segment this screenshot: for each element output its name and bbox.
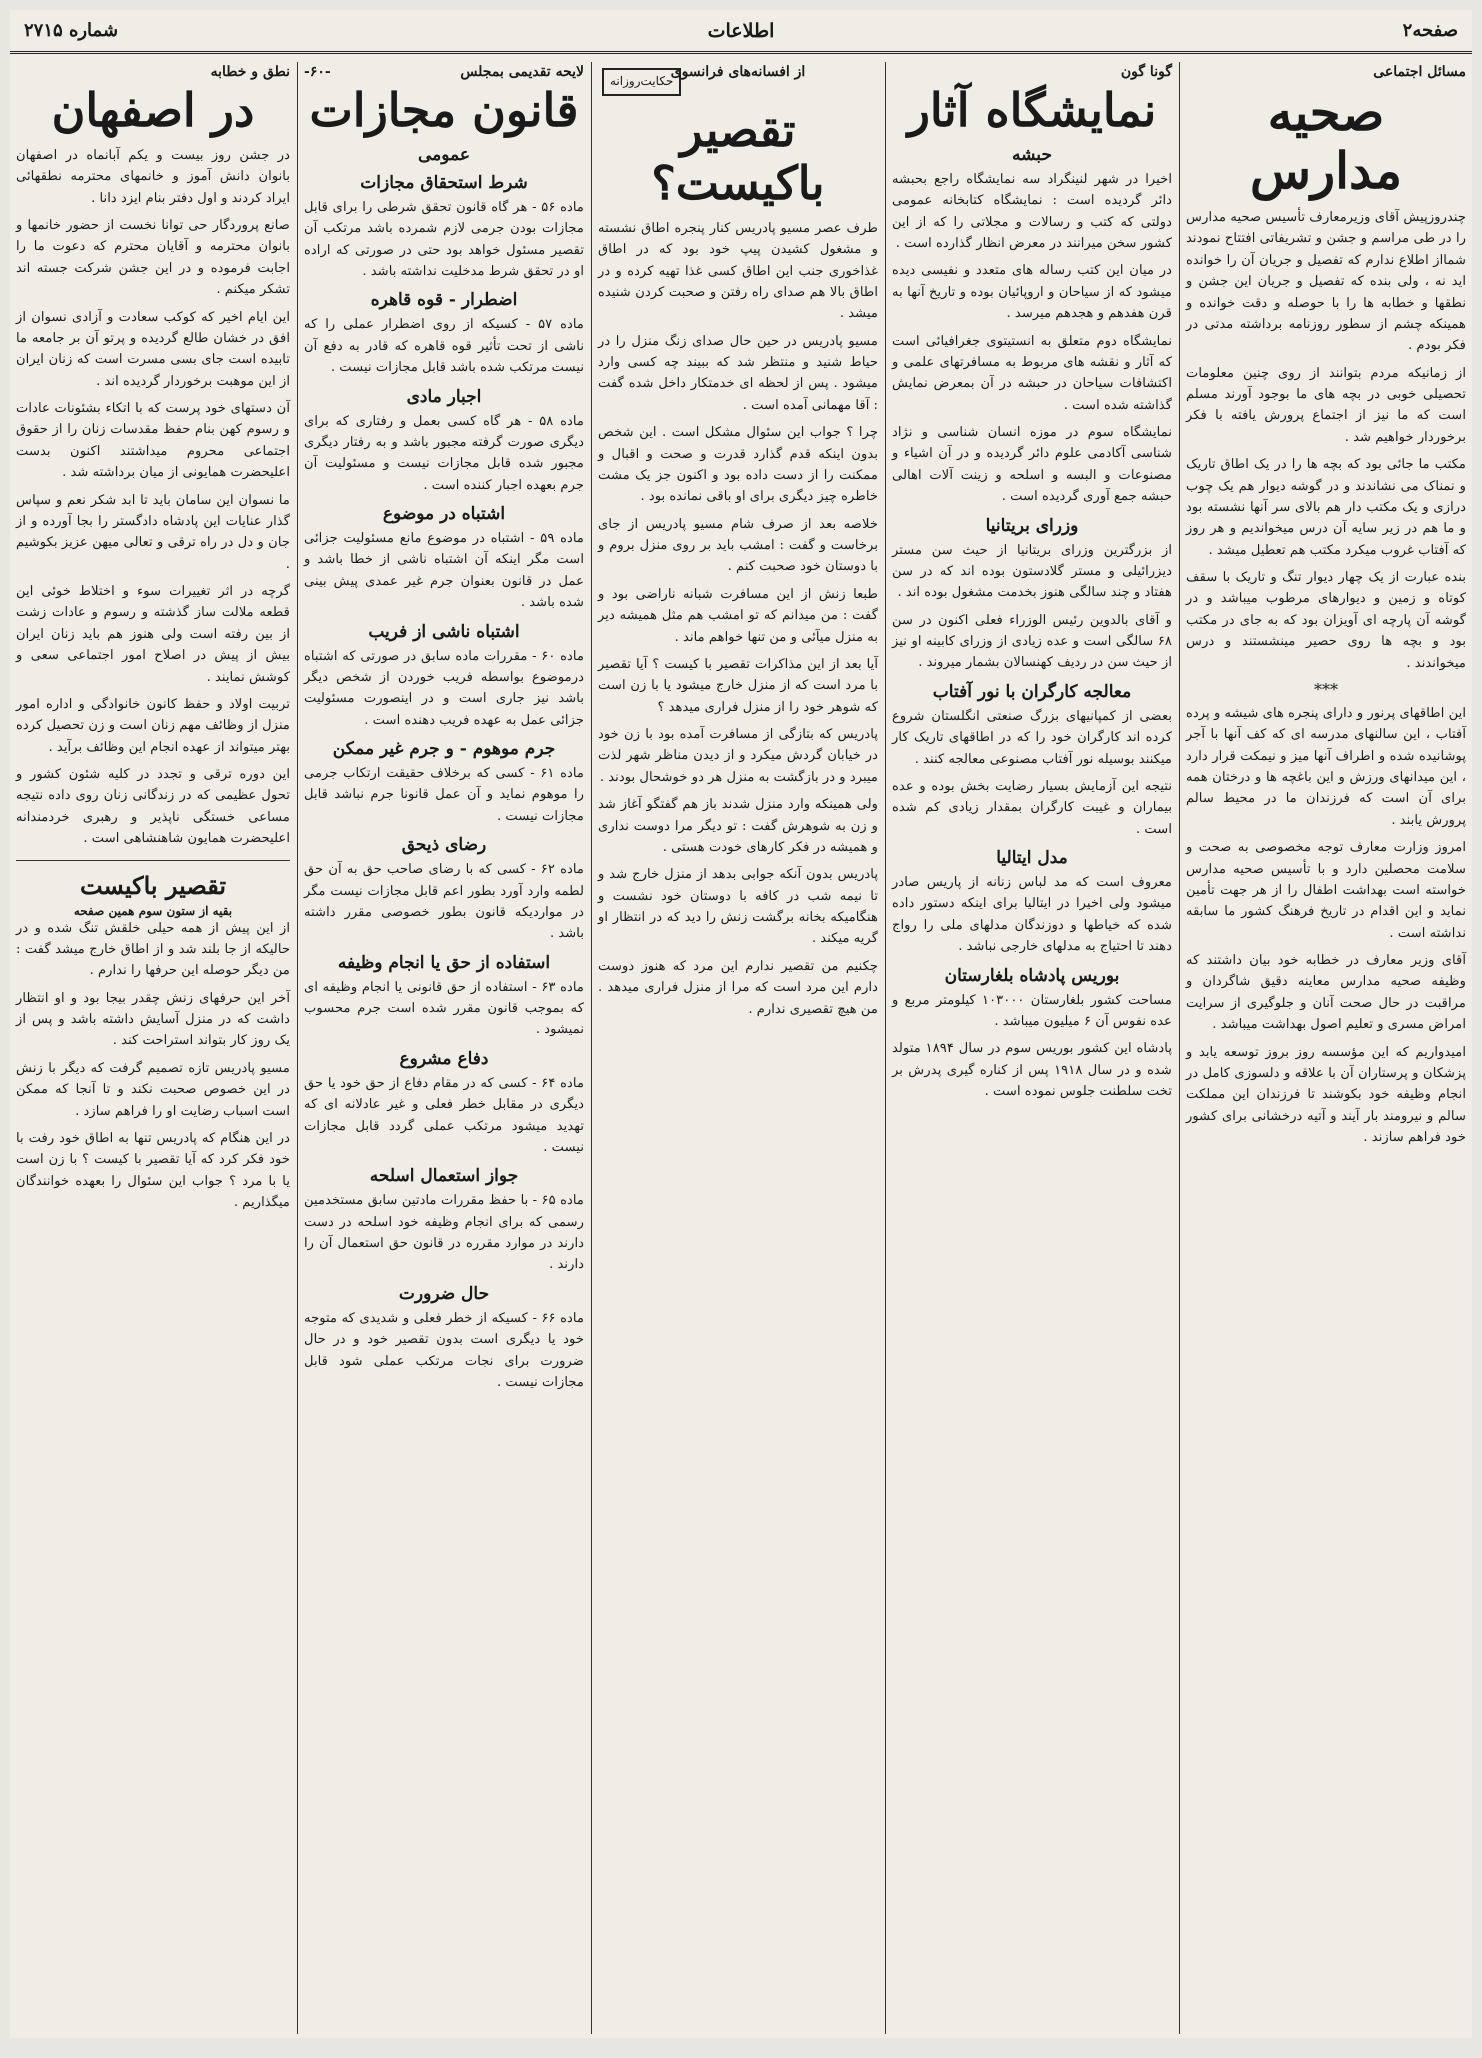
- law-section-text: ماده ۶۲ - کسی که با رضای صاحب حق به آن حق لطمه وارد آورد بطور اعم قابل مجازات نیست مگر در مواردیکه قانون بطور خصوصی مقرر داشته باشد .: [304, 862, 584, 942]
- law-section-title: رضای ذیحق: [401, 835, 487, 856]
- law-section-title: جواز استعمال اسلحه: [369, 1166, 519, 1187]
- column-story: [592, 62, 884, 2034]
- col1-paragraph: این اطاقهای پرنور و دارای پنجره های شیشه و پرده آفتاب ، این سالنهای مدرسه ای که کف آنها با آجر پوشانیده شده و اطراف آنها میز و نیمکت قرار دارد ، این میدانهای ورزش و این باغچه ها و درختان همه برای آن است که فرزندان ما در محیط سالم پرورش یابند .: [1186, 705, 1466, 828]
- col4-headline: قانون مجازات: [309, 83, 579, 137]
- col2-paragraph: معروف است که مد لباس زنانه از پاریس صادر میشود ولی اخیرا در ایتالیا برای اینکه دستور داده شده که خیاطها و دوزندگان مدلهای ملی را رواج دهند تا احتیاج به مدلهای خارجی نباشد .: [892, 875, 1172, 955]
- law-section-text: ماده ۵۹ - اشتباه در موضوع مانع مسئولیت جزائی است مگر اینکه آن اشتباه ناشی از خطا باشد و عمل در قانون بعنوان جرم غیر عمدی پیش بینی شده باشد .: [304, 531, 584, 611]
- col5-paragraph: در این هنگام که پادریس تنها به اطاق خود رفت با خود فکر کرد که آیا تقصیر با کیست ؟ با زن است یا با مرد ؟ جواب این سئوال را بعهده خوانندگان میگذاریم .: [16, 1130, 290, 1211]
- column-rule: [885, 62, 886, 2034]
- law-section-text: ماده ۶۰ - مقررات ماده سابق در صورتی که اشتباه درموضوع بواسطه فریب خوردن از شخص دیگر باشد نیز جاری است و در اینصورت مسئولیت جزائی عمل به عهده فریب دهنده است .: [304, 648, 585, 728]
- col1-paragraph: مکتب ما جائی بود که بچه ها را در یک اطاق تاریک و نمناک می نشاندند و در گوشه دیوار هم یک چوب درازی و یک مکتب دار هم بالای سر آنها نشسته بود و ما هم در زیر سایه آن درس میخواندیم و هر روز که آفتاب غروب میکرد مکتب هم تعطیل میشد .: [1186, 457, 1466, 558]
- law-section-title: حال ضرورت: [398, 1283, 490, 1304]
- col3-paragraph: طرف عصر مسیو پادریس کنار پنجره اطاق نشسته و مشغول کشیدن پیپ خود بود که در اطاق غذاخوری جنب این اطاق کسی غذا تهیه کرده و در اطاق بالا هم صدای راه رفتن و صحبت کردن شنیده میشد .: [598, 220, 878, 322]
- col1-paragraph: از زمانیکه مردم بتوانند از روی چنین معلومات تحصیلی خوبی در بچه های ما بوجود آورند مسلم است که ما نیز از اجتماع پرورش یافته با فکر برخوردار خواهیم شد .: [1186, 365, 1466, 445]
- col5-kicker: نطق و خطابه: [210, 64, 290, 80]
- col4-page-number: -۶۰-: [304, 64, 331, 80]
- col2-paragraph: بعضی از کمپانیهای بزرگ صنعتی انگلستان شروع کرده اند کارگران خود را که در اطاقهای تاریک کار میکنند بوسیله نور آفتاب مصنوعی معالجه کنند .: [892, 708, 1172, 767]
- col2-paragraph: و آقای بالدوین رئیس الوزراء فعلی اکنون در سن ۶۸ سالگی است و عده زیادی از وزرای کابینه او نیز از حیث سن در ردیف کهنسالان بشمار میروند .: [892, 612, 1172, 671]
- law-section-title: اجبار مادی: [406, 386, 482, 407]
- issue-number: شماره ۲۷۱۵: [24, 20, 119, 41]
- col5-continuation-note: بقیه از ستون سوم همین صفحه: [73, 903, 233, 918]
- col5-paragraph: گرچه در اثر تغییرات سوء و اختلاط خوئی این قطعه ملالت ساز گذشته و رسوم و عادات زشت از بین رفته است ولی هنوز هم باید زنان ایران بیش از پیش در اصلاح امور اجتماعی سعی و کوشش نمایند .: [16, 584, 290, 685]
- masthead: [10, 10, 1472, 54]
- law-section-text: ماده ۶۵ - با حفظ مقررات مادتین سابق مستخدمین رسمی که برای انجام وظیفه خود اسلحه در دست دارند در موارد مقرره در قانون حق استعمال آن را دارند .: [304, 1193, 584, 1273]
- col3-paragraph: پادریس که بتازگی از مسافرت آمده بود با زن خود در خیابان گردش میکرد و از دیدن مناظر شهر لذت میبرد و در بازگشت به منزل هر دو خوشحال بودند .: [598, 727, 878, 785]
- col2-kicker: گونا گون: [1120, 64, 1172, 80]
- col1-headline: صحیه مدارس: [1249, 83, 1403, 200]
- col3-paragraph: پادریس بدون آنکه جوابی بدهد از منزل خارج شد و تا نیمه شب در کافه با دوستان خود نشست و هنگامیکه بخانه برگشت زنش را دید که در انتظار او گریه میکند .: [598, 867, 878, 947]
- col2-subhead: وزرای بریتانیا: [985, 515, 1079, 536]
- law-section-text: ماده ۶۳ - استفاده از حق قانونی یا انجام وظیفه ای که بموجب قانون مقرر شده است جرم محسوب نمیشود .: [304, 979, 584, 1038]
- col4-subhead: عمومی: [417, 144, 471, 165]
- law-section-title: اضطرار - قوه قاهره: [370, 290, 518, 311]
- col4-kicker: لایحه تقدیمی بمجلس: [460, 64, 584, 80]
- daily-story-box: حکایت‌روزانه: [602, 68, 681, 96]
- col2-subhead: مدل ایتالیا: [996, 848, 1068, 869]
- col2-paragraph: نمایشگاه دوم متعلق به انستیتوی جغرافیائی است که آثار و نقشه های مربوط به مسافرتهای علمی و اکتشافات سیاحان در حبشه در آن بمعرض نمایش گذاشته شده است .: [892, 333, 1172, 413]
- law-section-title: جرم موهوم - و جرم غیر ممکن: [332, 739, 556, 760]
- law-section-text: ماده ۵۷ - کسیکه از روی اضطرار عملی را که ناشی از تحت تأثیر قوه قاهره که قادر به دفع آن نیست مرتکب شده باشد قابل مجازات نیست .: [304, 317, 584, 376]
- col5-paragraph: صانع پروردگار حی توانا نخست از حضور خانمها و بانوان محترمه و آقایان محترم که دعوت ما را اجابت فرموده و در این جشن شرکت جسته اند تشکر میکنم .: [16, 218, 290, 298]
- col2-subhead: بوریس پادشاه بلغارستان: [944, 965, 1120, 986]
- law-section-title: شرط استحقاق مجازات: [360, 172, 528, 193]
- col1-paragraph: آقای وزیر معارف در خطابه خود بیان داشتند که وظیفه صحیه مدارس معاینه دقیق شاگردان و مراقبت در حال صحت آنان و جلوگیری از سرایت امراض مسری و تعلیم اصول بهداشت میباشد .: [1186, 953, 1466, 1033]
- col2-paragraph: در میان این کتب رساله های متعدد و نفیسی دیده میشود که از سیاحان و اروپائیان بوده و تاریخ آنها به قرن هفدهم و هجدهم میرسد .: [892, 263, 1172, 322]
- col1-paragraph: امیدواریم که این مؤسسه روز بروز توسعه یابد و پزشکان و پرستاران آن با علاقه و دلسوزی کامل در انجام وظیفه خود بکوشند تا فرزندان این مملکت سالم و نیرومند بار آیند و آتیه درخشانی برای کشور خود فراهم سازند .: [1186, 1044, 1466, 1145]
- col3-paragraph: چکنیم من تقصیر ندارم این مرد که هنوز دوست دارم این مرد است که مرا از منزل فراری میدهد . من هیچ تقصیری ندارم .: [598, 958, 878, 1017]
- section-divider: [16, 860, 290, 861]
- law-section-text: ماده ۶۴ - کسی که در مقام دفاع از حق خود یا حق دیگری در مقابل خطر فعلی و غیر عادلانه ای که تهدید میشود مرتکب عملی گردد قابل مجازات نیست .: [304, 1075, 585, 1155]
- col5-paragraph: در جشن روز بیست و یکم آبانماه در اصفهان بانوان دانش آموز و خانمهای محترمه نطقهائی ایراد کردند و اول دفتر بنام ایزد دانا .: [16, 147, 290, 206]
- col3-paragraph: خلاصه بعد از صرف شام مسیو پادریس از جای برخاست و گفت : امشب باید بر روی منزل بروم و با دوستان خود صحبت کنم .: [598, 516, 878, 575]
- column-school-health: [1180, 62, 1472, 2034]
- col5-paragraph: این ایام اخیر که کوکب سعادت و آزادی نسوان از افق در خشان طالع گردیده و پرتو آن بر جامعه ما تابیده است جای بسی مسرت است که زنان ایران از این موهبت برخوردار گردیده اند .: [16, 309, 290, 389]
- law-section-text: ماده ۶۱ - کسی که برخلاف حقیقت ارتکاب جرمی را موهوم نماید و آن عمل قانونا جرم نباشد قابل مجازات نیست .: [304, 766, 584, 824]
- col2-paragraph: نتیجه این آزمایش بسیار رضایت بخش بوده و عده بیماران و غیبت کارگران بمقدار زیادی کم شده است .: [892, 778, 1172, 837]
- law-section-title: اشتباه در موضوع: [382, 504, 506, 525]
- column-isfahan: [10, 62, 296, 2034]
- col5-paragraph: ما نسوان این سامان باید تا ابد شکر نعم و سپاس گذار عنایات این پادشاه دادگستر را بجا آورده و از جان و دل در راه ترقی و تعالی میهن عزیز بکوشیم .: [16, 492, 290, 572]
- col2-paragraph: پادشاه این کشور بوریس سوم در سال ۱۸۹۴ متولد شده و در سال ۱۹۱۸ پس از کناره گیری پدرش بر تخت سلطنت جلوس نموده است .: [892, 1041, 1172, 1100]
- column-exhibition: [886, 62, 1178, 2034]
- col2-headline: نمایشگاه آثار: [907, 83, 1157, 137]
- col3-paragraph: مسیو پادریس در حین حال صدای زنگ منزل را در حیاط شنید و منتظر شد که ببیند چه کسی وارد میشود . پس از لحظه ای خدمتکار داخل شده گفت : آقا مهمانی آمده است .: [598, 333, 878, 413]
- col5-headline: در اصفهان: [51, 83, 255, 137]
- col2-subhead: حبشه: [1012, 144, 1052, 165]
- law-section-title: دفاع مشروع: [399, 1048, 489, 1069]
- col2-subhead: معالجه کارگران با نور آفتاب: [932, 681, 1132, 702]
- col1-paragraph: چندروزپیش آقای وزیرمعارف تأسیس صحیه مدارس را در طی مراسم و جشن و تشریفاتی افتتاح نمودند شمااز اطلاع ندارم که تفصیل و جریان آن را خوانده اید نه ، ولی بنده که تفصیل و جریان این جشن و نطقها و خطابه ها را با حوصله و دقت خوانده و همینکه چشم از سطور روزنامه برداشته مدتی در فکر بودم .: [1186, 210, 1466, 354]
- column-rule: [297, 62, 298, 2034]
- col1-kicker: مسائل اجتماعی: [1373, 64, 1466, 80]
- col2-paragraph: مساحت کشور بلغارستان ۱۰۳۰۰۰ کیلومتر مربع و عده نفوس آن ۶ میلیون میباشد .: [892, 992, 1172, 1029]
- col5-paragraph: مسیو پادریس تازه تصمیم گرفت که دیگر با زنش در این خصوص صحبت نکند و تا آنجا که ممکن است اسباب رضایت او را فراهم سازد .: [16, 1060, 290, 1119]
- col5-paragraph: آن دستهای خود پرست که با اتکاء بشئونات عادات و رسوم کهن بنام حفظ مقدسات زنان را از حقوق اجتماعی محروم میداشتند اکنون بدست اعلیحضرت همایونی از میان برداشته شد .: [16, 401, 290, 481]
- col2-paragraph: از بزرگترین وزرای بریتانیا از حیث سن مستر دیزرائیلی و مستر گلادستون بوده اند که در سن هفتاد و چند سالگی هنوز بخدمت مشغول بوده اند .: [892, 542, 1172, 601]
- col5-paragraph: آخر این حرفهای زنش چقدر بیجا بود و او انتظار داشت که در منزل آسایش داشته باشد و پس از یک روز کار بتواند استراحت کند .: [16, 990, 290, 1049]
- law-section-title: استفاده از حق یا انجام وظیفه: [337, 952, 551, 973]
- col3-headline: تقصیر باکیست؟: [651, 103, 825, 210]
- law-section-text: ماده ۵۶ - هر گاه قانون تحقق شرطی را برای قابل مجازات بودن جرمی لازم شمرده باشد مرتکب آن تقصیر مسئول خواهد بود حتی در صورتی که اراده او در تحقق شرط مدخلیت نداشته باشد .: [304, 199, 584, 280]
- paper-name: اطلاعات: [707, 19, 775, 42]
- col5-paragraph: این دوره ترقی و تجدد در کلیه شئون کشور و تحول عظیمی که در زندگانی زنان روی داده نتیجه مساعی خستگی ناپذیر و رهبری خردمندانه اعلیحضرت همایون شاهنشاهی است .: [16, 767, 290, 847]
- column-rule: [1179, 62, 1180, 2034]
- col5-continuation-title: تقصیر باکیست: [79, 870, 227, 900]
- col1-paragraph: امروز وزارت معارف توجه مخصوصی به صحت و سلامت محصلین دارد و با تأسیس صحیه مدارس خواسته است بهداشت اطفال را از هر جهت تأمین نماید و این اقدام در تاریخ فرهنگ کشور ما سابقه نداشته است .: [1186, 840, 1466, 941]
- col1-separator: ***: [1314, 679, 1338, 699]
- col3-paragraph: طبعا زنش از این مسافرت شبانه ناراضی بود و گفت : من میدانم که تو امشب هم مثل همیشه دیر به منزل میآئی و من تنها خواهم ماند .: [598, 586, 878, 645]
- col5-paragraph: تربیت اولاد و حفظ کانون خانوادگی و اداره امور منزل از وظائف مهم زنان است و زن تحصیل کرده بهتر میتواند از عهده انجام این وظائف برآید .: [16, 696, 290, 755]
- newspaper-page: [10, 10, 1472, 2038]
- col3-paragraph: ولی همینکه وارد منزل شدند باز هم گفتگو آغاز شد و زن به شوهرش گفت : تو دیگر مرا دوست نداری و همیشه در فکر کارهای خودت هستی .: [598, 797, 878, 855]
- law-section-title: اشتباه ناشی از فریب: [368, 621, 520, 642]
- col2-paragraph: نمایشگاه سوم در موزه انسان شناسی و نژاد شناسی آکادمی علوم دائر گردیده و در آن اشیاء و مصنوعات و البسه و اسلحه و زینت آلات اهالی حبشه جمع آوری گردیده است .: [892, 425, 1172, 505]
- col3-kicker: از افسانه‌های فرانسوی: [670, 64, 806, 80]
- page-label: صفحه۲: [1402, 20, 1458, 41]
- col5-paragraph: از این پیش از همه حیلی خلقش تنگ شده و در حالیکه از جا بلند شد و از اطاق خارج میشد گفت : من دیگر حوصله این حرفها را ندارم .: [16, 920, 290, 979]
- law-section-text: ماده ۶۶ - کسیکه از خطر فعلی و شدیدی که متوجه خود یا دیگری است بدون تقصیر خود و در حال ضرورت برای نجات مرتکب عملی شود قابل مجازات نیست .: [304, 1310, 585, 1390]
- column-penal-code: [298, 62, 590, 2034]
- col2-paragraph: اخیرا در شهر لنینگراد سه نمایشگاه راجع بحبشه دائر گردیده است : نمایشگاه کتابخانه عمومی دولتی که کتب و رسالات و مجلاتی را که از این کشور سخن میرانند در معرض انظار گذارده است .: [892, 171, 1172, 252]
- column-rule: [591, 62, 592, 2034]
- col3-paragraph: آیا بعد از این مذاکرات تقصیر با کیست ؟ آیا تقصیر با مرد است که از منزل خارج میشود یا با زن است که شوهر خود را از منزل فراری میدهد ؟: [598, 656, 878, 715]
- col1-paragraph: بنده عبارت از یک چهار دیوار تنگ و تاریک با سقف کوتاه و زمین و دیوارهای مرطوب میباشد و در گوشه آن پارچه ای آویزان بود که به جای در مکتب بود و بچه ها روی حصیر مینشستند و درس میخواندند .: [1186, 570, 1466, 671]
- col3-paragraph: چرا ؟ جواب این سئوال مشکل است . این شخص بدون اینکه قدم گذارد قدرت و صحت و اقبال و ممکنت را از دست داده بود و اکنون جز یک مشت خاطره چیز دیگری برای او باقی نمانده بود .: [598, 425, 878, 505]
- law-section-text: ماده ۵۸ - هر گاه کسی بعمل و رفتاری که برای دیگری صورت گرفته مجبور باشد و به رفتار دیگری مجبور شده قابل مجازات نیست و مسئولیت آن جرم بعهده اجبار کننده است .: [304, 413, 584, 493]
